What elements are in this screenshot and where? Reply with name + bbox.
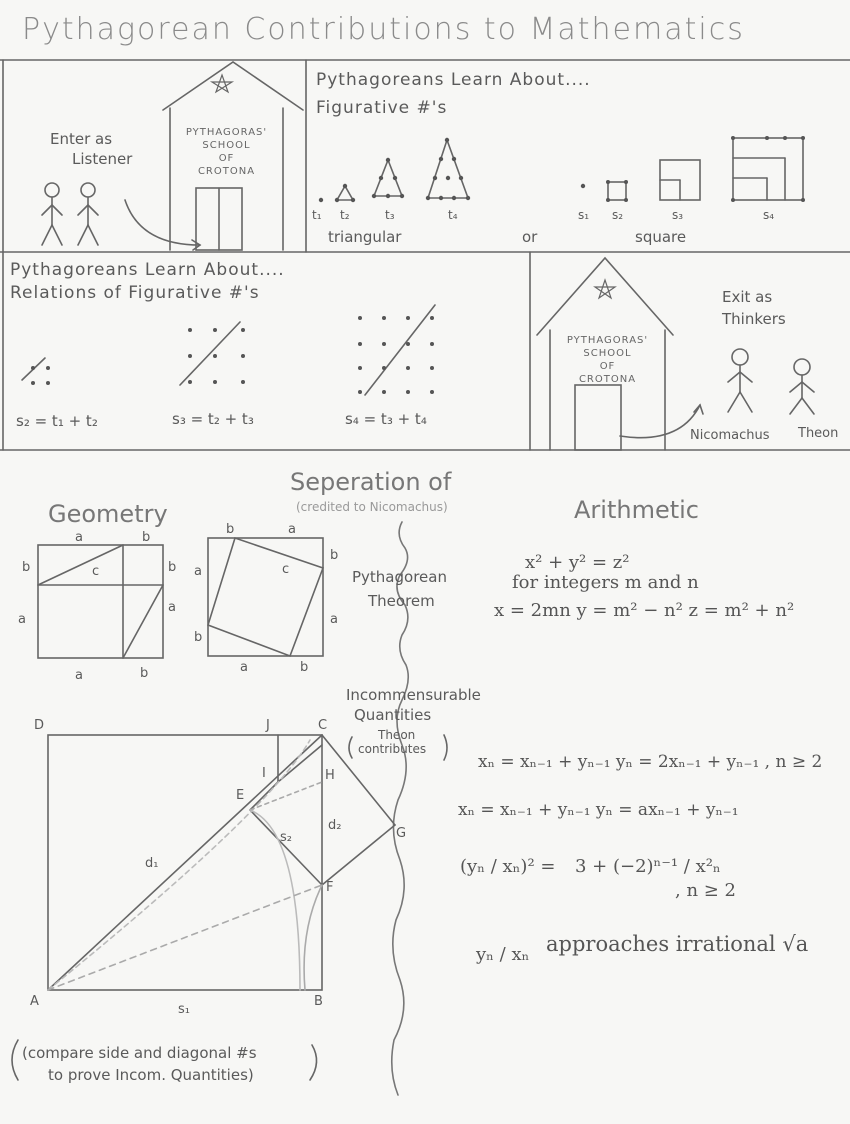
point-I: I (262, 766, 266, 781)
square-number-dots (581, 136, 805, 202)
relation-eq-2: s₃ = t₂ + t₃ (172, 410, 254, 428)
point-F: F (326, 880, 334, 895)
sq1-label-b-left: b (22, 560, 31, 575)
page-title: Pythagorean Contributions to Mathematics (22, 12, 745, 47)
point-J: J (266, 718, 270, 733)
quantities-label: Quantities (354, 706, 432, 724)
relations-heading: Pythagoreans Learn About.... (10, 260, 285, 280)
point-G: G (396, 826, 407, 841)
school-sign-line-2: SCHOOL (202, 140, 251, 151)
square-label: square (635, 228, 687, 246)
sq2-label-a-left: a (194, 564, 202, 579)
eq-ratio-rhs: 3 + (−2)ⁿ⁻¹ / x²ₙ (575, 856, 721, 877)
sq2-label-b-right: b (330, 548, 339, 563)
name-nicomachus: Nicomachus (690, 428, 770, 443)
enter-label: Enter as (50, 130, 113, 148)
school-sign-2-line-4: CROTONA (578, 374, 637, 385)
segment-s2: s₂ (280, 830, 292, 845)
eq-approach-frac: yₙ / xₙ (476, 944, 530, 965)
segment-d1: d₁ (145, 856, 159, 871)
sq-label-4: s₄ (763, 208, 775, 222)
eq-recurrence-2: xₙ = xₙ₋₁ + yₙ₋₁ yₙ = axₙ₋₁ + yₙ₋₁ (458, 800, 739, 820)
contributes-label: contributes (358, 742, 427, 756)
school-sign-line-1: PYTHAGORAS' (185, 127, 268, 138)
point-D: D (34, 718, 45, 733)
separation-heading: Seperation of (290, 468, 452, 496)
eq-pythagorean: x² + y² = z² (525, 552, 630, 573)
enter-label-2: Listener (72, 150, 133, 168)
pythagorean-label: Pythagorean (352, 568, 447, 586)
credited-note: (credited to Nicomachus) (296, 500, 448, 514)
sq2-label-c: c (282, 562, 290, 577)
segment-s1: s₁ (178, 1002, 190, 1017)
school-sign-line-3: OF (218, 153, 235, 164)
segment-d2: d₂ (328, 818, 342, 833)
exit-arrow (620, 405, 700, 438)
exit-label: Exit as (722, 288, 773, 306)
point-A: A (30, 994, 39, 1009)
eq-integers: for integers m and n (512, 572, 699, 593)
sq2-label-b-left: b (194, 630, 203, 645)
proof-square-2 (208, 538, 323, 656)
sq2-label-a-right: a (330, 612, 338, 627)
sq1-label-b-top: b (142, 530, 151, 545)
school-sign-2-line-2: SCHOOL (583, 348, 632, 359)
point-H: H (325, 768, 335, 783)
relations-heading-2: Relations of Figurative #'s (10, 283, 260, 303)
sq2-label-b-bottom: b (300, 660, 309, 675)
point-B: B (314, 994, 323, 1009)
geometry-heading: Geometry (48, 500, 168, 528)
sq1-label-b-right: b (168, 560, 177, 575)
triangular-label: triangular (328, 228, 402, 246)
eq-recurrence-1: xₙ = xₙ₋₁ + yₙ₋₁ yₙ = 2xₙ₋₁ + yₙ₋₁ , n ≥ 2 (478, 752, 823, 772)
figurative-heading: Pythagoreans Learn About.... (316, 70, 591, 90)
incommensurable-label: Incommensurable (346, 686, 481, 704)
note-line-2: to prove Incom. Quantities) (48, 1066, 254, 1084)
tri-label-2: t₂ (340, 208, 350, 222)
triangular-number-shapes (337, 140, 468, 200)
enter-arrow (125, 200, 200, 245)
stick-figures-listeners (42, 183, 98, 245)
sq1-label-a-bottom: a (75, 668, 83, 683)
eq-approaches: approaches irrational √a (546, 932, 809, 956)
school-sign-2 (550, 334, 665, 386)
sq-label-1: s₁ (578, 208, 590, 222)
eq-ratio-lhs: (yₙ / xₙ)² = (460, 856, 556, 877)
tri-label-3: t₃ (385, 208, 395, 222)
exit-label-2: Thinkers (722, 310, 786, 328)
school-sign-2-line-3: OF (599, 361, 616, 372)
school-sign-2-line-1: PYTHAGORAS' (566, 335, 649, 346)
sq2-label-a-top: a (288, 522, 296, 537)
relation-diagram-s2 (22, 358, 50, 385)
sq2-label-b-top: b (226, 522, 235, 537)
tri-label-1: t₁ (312, 208, 322, 222)
theorem-label: Theorem (368, 592, 435, 610)
sq1-label-a-left: a (18, 612, 26, 627)
incommensurable-diagram (48, 735, 395, 990)
sq-label-3: s₃ (672, 208, 684, 222)
arithmetic-heading: Arithmetic (574, 496, 699, 524)
school-sign-1 (170, 126, 283, 178)
sq1-label-b-bottom: b (140, 666, 149, 681)
figurative-heading-2: Figurative #'s (316, 98, 448, 118)
relation-eq-1: s₂ = t₁ + t₂ (16, 412, 98, 430)
stick-figures-thinkers (728, 349, 814, 414)
eq-parametric: x = 2mn y = m² − n² z = m² + n² (494, 600, 795, 621)
school-sign-line-4: CROTONA (197, 166, 256, 177)
point-E: E (236, 788, 245, 803)
or-label: or (522, 228, 538, 246)
sq1-label-a-top: a (75, 530, 83, 545)
sq-label-2: s₂ (612, 208, 624, 222)
square-number-shapes (608, 138, 803, 200)
relation-diagram-s3 (180, 322, 245, 385)
note-line-1: (compare side and diagonal #s (22, 1044, 257, 1062)
eq-ratio-condition: , n ≥ 2 (675, 880, 737, 901)
name-theon: Theon (798, 426, 839, 441)
theon-label: Theon (378, 728, 416, 742)
sq2-label-a-bottom: a (240, 660, 248, 675)
tri-label-4: t₄ (448, 208, 458, 222)
sq1-label-a-right: a (168, 600, 176, 615)
sq1-label-c: c (92, 564, 100, 579)
relation-eq-3: s₄ = t₃ + t₄ (345, 410, 427, 428)
proof-square-1 (38, 545, 163, 658)
relation-diagram-s4 (358, 305, 435, 395)
point-C: C (318, 718, 328, 733)
